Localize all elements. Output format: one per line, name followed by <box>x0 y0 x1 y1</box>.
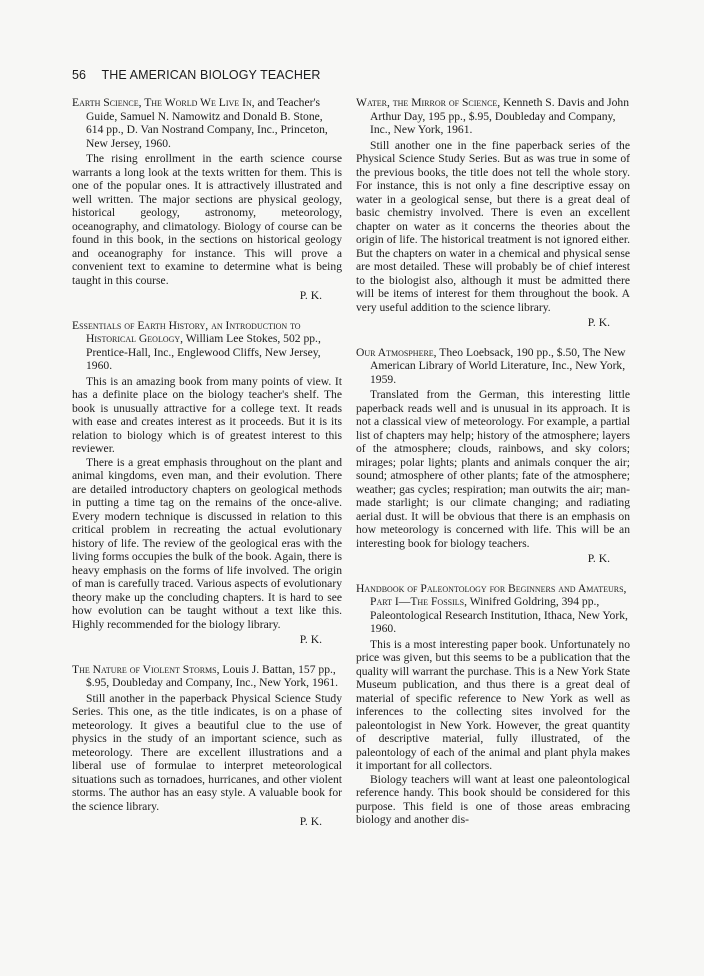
book-title: Our Atmosphere, <box>356 345 437 359</box>
review-paragraph: Translated from the German, this interesting little paperback reads well and is unusual in its approach. It is not a classical view of meteorology. For example, a partial list of chapters may help; history of the atmosphere; layers of the atmosphere; clouds, rainbows, and sky colors; mirages; polar lights; plants and animals conquer the air; sound; atmosphere of other plants; fate of the atmosphere; weather; gas cycles; respiration; man outwits the air; man-made starlight; is our climate changing; and radiating aerial dust. It will be obvious that there is an emphasis on how meteorology is concerned with life. This will be an interesting book for biology teachers. <box>356 388 630 550</box>
book-citation <box>72 96 342 150</box>
review-body <box>356 388 630 550</box>
book-details: Louis J. Battan, 157 pp., $.95, Doubleday and Company, Inc., New York, 1961. <box>86 662 339 689</box>
book-title: Handbook of Paleontology for Beginners and Amateurs, Part I—The Fossils, <box>356 581 627 608</box>
book-title: Essentials of Earth History, an Introduction to Historical Geology, <box>72 318 301 345</box>
book-details: and Teacher's Guide, Samuel N. Namowitz and Donald B. Stone, 614 pp., D. Van Nostrand Company, Inc., Princeton, New Jersey, 1960. <box>86 96 328 150</box>
book-details: Theo Loebsack, 190 pp., $.50, The New American Library of World Literature, Inc., New York, 1959. <box>370 345 626 386</box>
reviewer-signature: P. K. <box>299 289 322 302</box>
review-paragraph: There is a great emphasis throughout on the plant and animal kingdoms, even man, and their evolution. There are detailed introductory chapters on geological methods in putting a time tag on the remains of the once-alive. Every modern technique is discussed in relation to this critical problem in recreating the actual evolutionary history of life. The review of the geological eras with the living forms occupies the bulk of the book. Again, there is heavy emphasis on the forms of life involved. The origin of man is carefully traced. Various aspects of evolutionary theory make up the concluding chapters. It is hard to see how evolution can be taught without a text like this. Highly recommended for the biology library. <box>72 455 342 631</box>
review-water-mirror <box>356 96 630 330</box>
review-paragraph: This is an amazing book from many points of view. It has a definite place on the biology teacher's shelf. The book is unusually attractive for a college text. It reads with ease and creates interest as it proceeds. But it is its relation to biology which is of greatest interest to this reviewer. <box>72 374 342 455</box>
review-body <box>72 692 342 814</box>
reviewer-signature: P. K. <box>587 316 610 329</box>
book-title: Water, the Mirror of Science, <box>356 96 501 109</box>
review-handbook-paleontology <box>356 582 630 827</box>
book-citation <box>72 319 342 373</box>
book-details: Winifred Goldring, 394 pp., Paleontological Research Institution, Ithaca, New York, 1960. <box>370 595 628 635</box>
book-citation <box>356 346 630 387</box>
book-citation <box>356 582 630 636</box>
right-column <box>356 96 630 843</box>
reviewer-signature: P. K. <box>299 633 322 646</box>
book-details: William Lee Stokes, 502 pp., Prentice-Hall, Inc., Englewood Cliffs, New Jersey, 1960. <box>86 332 321 372</box>
page-number: 56 <box>72 68 87 82</box>
review-body <box>356 139 630 315</box>
review-body <box>356 638 630 827</box>
left-column <box>72 96 342 845</box>
running-header <box>72 68 321 82</box>
book-title: Earth Science, The World We Live In, <box>72 96 255 109</box>
journal-title: THE AMERICAN BIOLOGY TEACHER <box>101 68 321 82</box>
review-essentials-earth-history <box>72 319 342 647</box>
review-our-atmosphere <box>356 346 630 566</box>
review-paragraph: This is a most interesting paper book. Unfortunately no price was given, but this seems to be a publication that the quality will warrant the purchase. This is a New York State Museum publication, and thus there is a great deal of material of specific reference to New York as well as inferences to the collecting sites involved for the paleontologist in New York. However, the great quantity of descriptive material, fully illustrated, of the paleontology of each of the animal and plant phyla makes it important for all collectors. <box>356 637 630 772</box>
book-details: Kenneth S. Davis and John Arthur Day, 195 pp., $.95, Doubleday and Company, Inc., New York, 1961. <box>370 96 630 136</box>
review-earth-science <box>72 96 342 303</box>
book-citation <box>72 663 342 690</box>
review-body <box>72 152 342 287</box>
review-paragraph: Still another in the paperback Physical Science Study Series. This one, as the title indicates, is on a phase of meteorology. It gives a beautiful clue to the use of physics in the study of an important science, such as meteorology. There are excellent illustrations and a liberal use of formulae to interpret meteorological situations such as tornadoes, hurricanes, and other violent storms. The author has an easy style. A valuable book for the science library. <box>72 691 342 813</box>
review-paragraph: Still another one in the fine paperback series of the Physical Science Study Series. But as was true in some of the previous books, the title does not tell the whole story. For instance, this is not only a fine descriptive essay on water in a geological sense, but there is a great deal of basic chemistry involved. There is even an excellent chapter on water as it concerns the theories about the origin of life. The historical treatment is not ignored either. But the chapters on water in a chemical and physical sense are most detailed. These will probably be of chief interest to the biologist also, although it must be admitted there will be items of interest for them throughout the book. A very useful addition to the science library. <box>356 138 630 314</box>
reviewer-signature: P. K. <box>587 552 610 565</box>
reviewer-signature: P. K. <box>299 815 322 828</box>
book-citation <box>356 96 630 137</box>
review-body <box>72 375 342 632</box>
book-title: The Nature of Violent Storms, <box>72 662 220 676</box>
review-paragraph: Biology teachers will want at least one paleontological reference handy. This book should be considered for this purpose. This field is one of those areas embracing biology and another dis- <box>356 772 630 826</box>
review-violent-storms <box>72 663 342 829</box>
review-paragraph: The rising enrollment in the earth science course warrants a long look at the texts written for them. This is one of the popular ones. It is attractively illustrated and well written. The major sections are physical geology, historical geology, astronomy, meteorology, oceanography, and climatology. Biology of course can be found in this book, in the sections on historical geology and oceanography for instance. This will prove a convenient text to examine to determine what is being taught in this course. <box>72 152 342 287</box>
